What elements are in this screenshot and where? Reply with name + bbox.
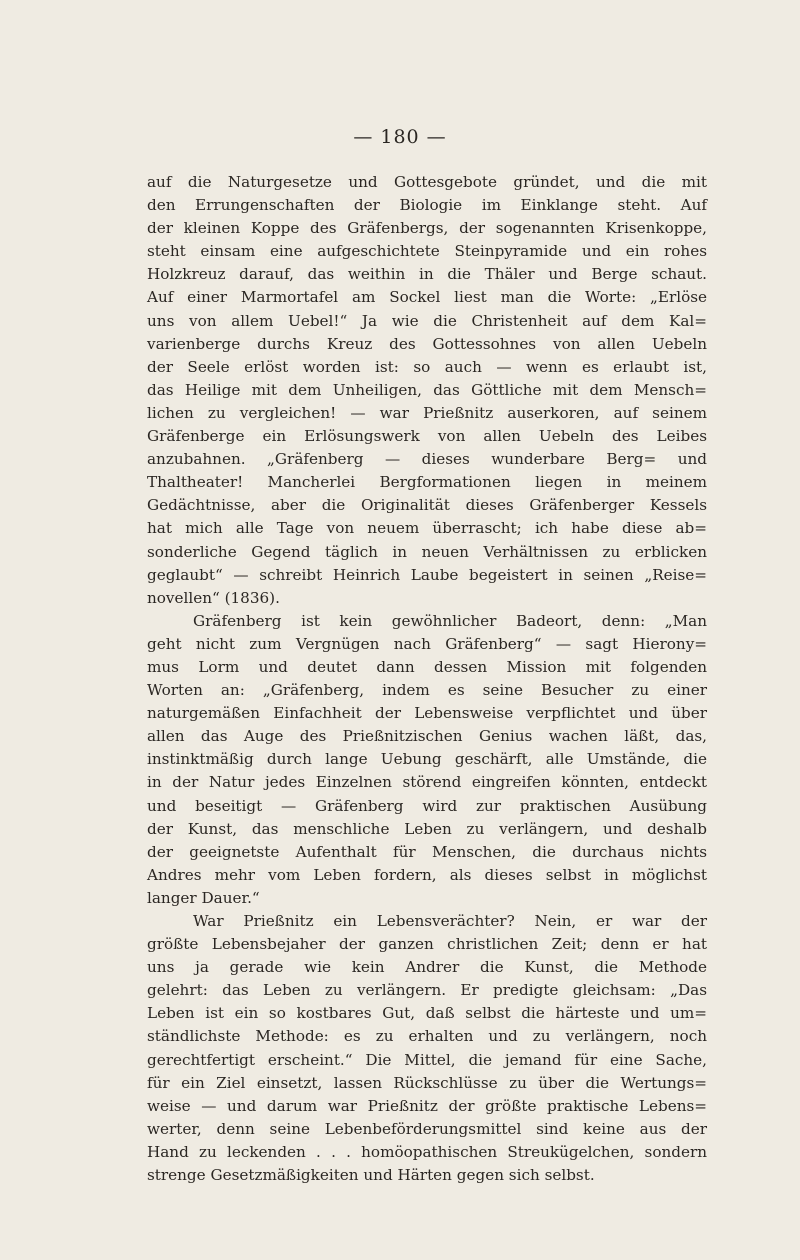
page-number: — 180 — xyxy=(353,126,447,148)
body-text xyxy=(147,171,707,1187)
text-line: werter, denn seine Lebenbeförderungsmittel sind keine aus der xyxy=(147,1119,707,1138)
text-line: geglaubt“ — schreibt Heinrich Laube begeistert in seinen „Reise= xyxy=(147,565,707,584)
text-line: der Seele erlöst worden ist: so auch — wenn es erlaubt ist, xyxy=(147,357,707,376)
text-line: Holzkreuz darauf, das weithin in die Thäler und Berge schaut. xyxy=(147,265,707,284)
text-line: Gedächtnisse, aber die Originalität dieses Gräfenberger Kessels xyxy=(147,496,707,515)
text-line: lichen zu vergleichen! — war Prießnitz auserkoren, auf seinem xyxy=(147,403,707,422)
text-line: der kleinen Koppe des Gräfenbergs, der sogenannten Krisenkoppe, xyxy=(147,219,707,238)
text-line: uns von allem Uebel!“ Ja wie die Christenheit auf dem Kal= xyxy=(147,311,707,330)
text-line: novellen“ (1836). xyxy=(147,588,280,607)
text-line: naturgemäßen Einfachheit der Lebensweise verpflichtet und über xyxy=(147,704,707,723)
text-line: Andres mehr vom Leben fordern, als dieses selbst in möglichst xyxy=(147,865,707,884)
text-line: in der Natur jedes Einzelnen störend eingreifen könnten, entdeckt xyxy=(147,773,707,792)
text-line: steht einsam eine aufgeschichtete Steinpyramide und ein rohes xyxy=(147,242,707,261)
text-line: uns ja gerade wie kein Andrer die Kunst, die Methode xyxy=(147,958,707,977)
text-line: sonderliche Gegend täglich in neuen Verhältnissen zu erblicken xyxy=(147,542,707,561)
text-line: Hand zu leckenden . . . homöopathischen Streukügelchen, sondern xyxy=(147,1142,707,1161)
text-line: der geeignetste Aufenthalt für Menschen, die durchaus nichts xyxy=(147,842,707,861)
text-line: gerechtfertigt erscheint.“ Die Mittel, die jemand für eine Sache, xyxy=(147,1050,707,1069)
text-line: anzubahnen. „Gräfenberg — dieses wunderbare Berg= und xyxy=(147,450,707,469)
text-line: instinktmäßig durch lange Uebung geschärft, alle Umstände, die xyxy=(147,750,707,769)
text-line: ständlichste Methode: es zu erhalten und zu verlängern, noch xyxy=(147,1027,707,1046)
text-line: Gräfenberg ist kein gewöhnlicher Badeort, denn: „Man xyxy=(193,611,707,630)
text-line: und beseitigt — Gräfenberg wird zur praktischen Ausübung xyxy=(147,796,707,815)
text-line: hat mich alle Tage von neuem überrascht; ich habe diese ab= xyxy=(147,519,707,538)
text-line: für ein Ziel einsetzt, lassen Rückschlüsse zu über die Wertungs= xyxy=(147,1073,707,1092)
text-line: War Prießnitz ein Lebensverächter? Nein, er war der xyxy=(193,912,707,930)
text-line: mus Lorm und deutet dann dessen Mission mit folgenden xyxy=(147,657,707,676)
text-line: geht nicht zum Vergnügen nach Gräfenberg“ — sagt Hierony= xyxy=(147,634,707,653)
text-line: varienberge durchs Kreuz des Gottessohnes von allen Uebeln xyxy=(147,334,707,353)
text-line: das Heilige mit dem Unheiligen, das Göttliche mit dem Mensch= xyxy=(147,380,707,399)
text-line: der Kunst, das menschliche Leben zu verlängern, und deshalb xyxy=(147,819,707,838)
text-line: Leben ist ein so kostbares Gut, daß selbst die härteste und um= xyxy=(147,1004,707,1023)
text-line: größte Lebensbejaher der ganzen christlichen Zeit; denn er hat xyxy=(147,935,707,954)
text-line: strenge Gesetzmäßigkeiten und Härten gegen sich selbst. xyxy=(147,1166,595,1185)
text-line: gelehrt: das Leben zu verlängern. Er predigte gleichsam: „Das xyxy=(147,981,707,1000)
text-line: allen das Auge des Prießnitzischen Genius wachen läßt, das, xyxy=(147,727,707,746)
text-line: den Errungenschaften der Biologie im Einklange steht. Auf xyxy=(147,196,707,215)
text-line: Thaltheater! Mancherlei Bergformationen liegen in meinem xyxy=(147,473,707,492)
text-line: auf die Naturgesetze und Gottesgebote gründet, und die mit xyxy=(147,173,707,191)
text-line: Worten an: „Gräfenberg, indem es seine Besucher zu einer xyxy=(147,681,707,700)
text-line: Gräfenberge ein Erlösungswerk von allen Uebeln des Leibes xyxy=(147,427,707,446)
paragraph xyxy=(147,610,707,910)
paragraph xyxy=(147,171,707,610)
text-line: Auf einer Marmortafel am Sockel liest man die Worte: „Erlöse xyxy=(147,288,707,307)
text-line: weise — und darum war Prießnitz der größte praktische Lebens= xyxy=(147,1096,707,1115)
text-line: langer Dauer.“ xyxy=(147,888,260,907)
paragraph xyxy=(147,910,707,1187)
